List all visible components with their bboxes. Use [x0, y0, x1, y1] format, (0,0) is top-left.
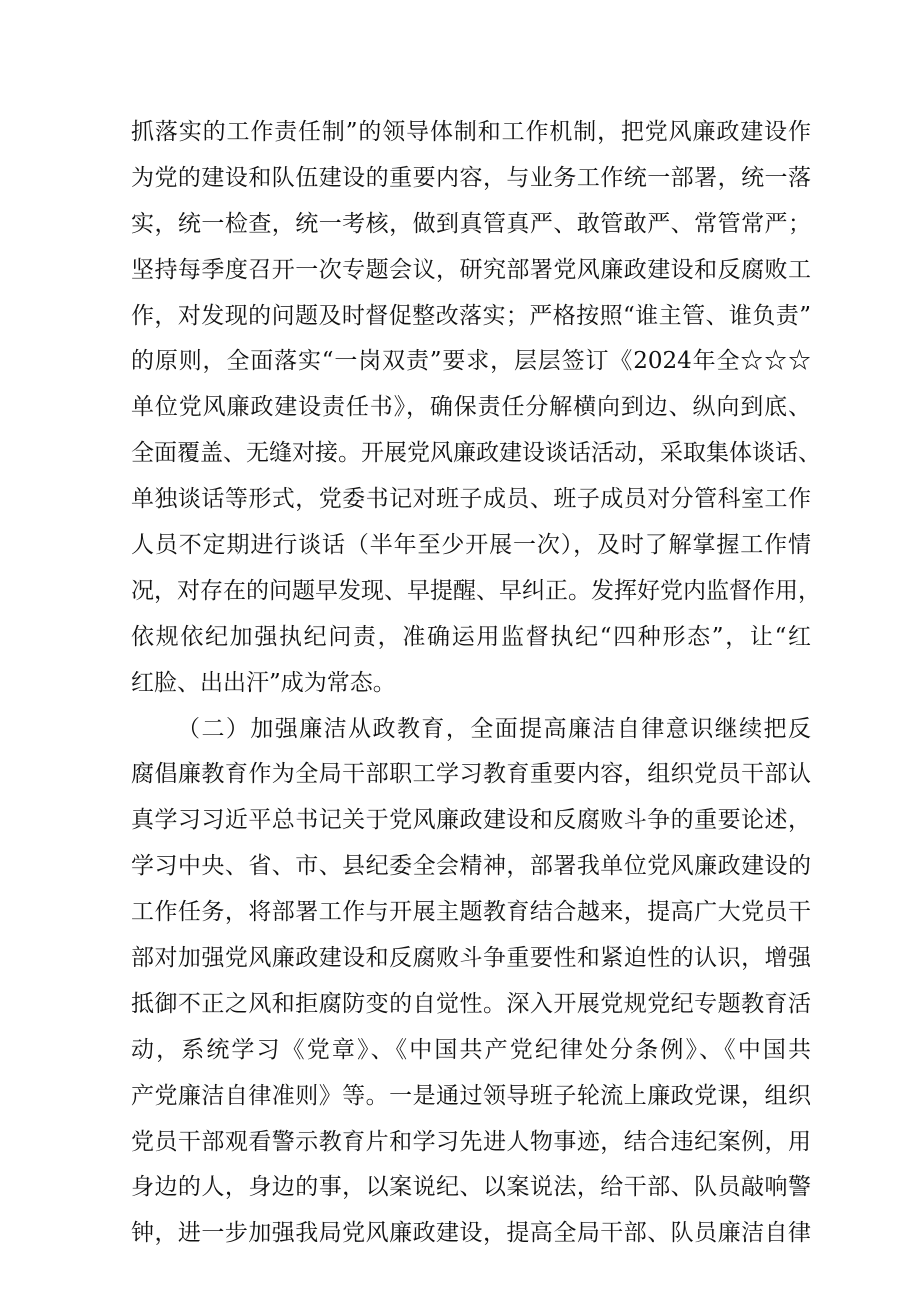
text-line: 学习中央、省、市、县纪委全会精神，部署我单位党风廉政建设的 — [131, 853, 811, 880]
text-line: 身边的人，身边的事，以案说纪、以案说法，给干部、队员敲响警 — [131, 1174, 811, 1201]
text-line: 作，对发现的问题及时督促整改落实；严格按照“谁主管、谁负责” — [131, 302, 811, 329]
paragraph-1 — [131, 110, 821, 707]
document-body — [131, 110, 821, 1257]
text-line: 钟，进一步加强我局党风廉政建设，提高全局干部、队员廉洁自律 — [131, 1220, 811, 1247]
text-line: 真学习习近平总书记关于党风廉政建设和反腐败斗争的重要论述， — [131, 807, 811, 834]
text-line: 党员干部观看警示教育片和学习先进人物事迹，结合违纪案例，用 — [131, 1128, 811, 1155]
text-line: 坚持每季度召开一次专题会议，研究部署党风廉政建设和反腐败工 — [131, 256, 811, 283]
text-line: 抵御不正之风和拒腐防变的自觉性。深入开展党规党纪专题教育活 — [131, 990, 811, 1017]
text-line: 工作任务，将部署工作与开展主题教育结合越来，提高广大党员干 — [131, 899, 811, 926]
text-line: 为党的建设和队伍建设的重要内容，与业务工作统一部署，统一落 — [131, 164, 811, 191]
text-line: 产党廉洁自律准则》等。一是通过领导班子轮流上廉政党课，组织 — [131, 1082, 811, 1109]
paragraph-2 — [131, 707, 811, 1258]
text-line: 全面覆盖、无缝对接。开展党风廉政建设谈话活动，采取集体谈话、 — [131, 440, 821, 467]
text-line: 腐倡廉教育作为全局干部职工学习教育重要内容，组织党员干部认 — [131, 761, 811, 788]
section-heading-line: （二）加强廉洁从政教育，全面提高廉洁自律意识继续把反 — [177, 715, 811, 742]
text-line: 单位党风廉政建设责任书》，确保责任分解横向到边、纵向到底、 — [131, 394, 811, 421]
text-line: 的原则，全面落实“一岗双责”要求，层层签订《2024年全☆☆☆ — [131, 348, 811, 375]
text-line: 实，统一检查，统一考核，做到真管真严、敢管敢严、常管常严； — [131, 210, 811, 237]
text-line: 动，系统学习《党章》、《中国共产党纪律处分条例》、《中国共 — [131, 1036, 811, 1063]
text-line: 红脸、出出汗”成为常态。 — [131, 669, 396, 696]
text-line: 依规依纪加强执纪问责，准确运用监督执纪“四种形态”，让“红 — [131, 623, 811, 650]
text-line: 况，对存在的问题早发现、早提醒、早纠正。发挥好党内监督作用， — [131, 577, 821, 604]
text-line: 单独谈话等形式，党委书记对班子成员、班子成员对分管科室工作 — [131, 486, 811, 513]
text-line: 部对加强党风廉政建设和反腐败斗争重要性和紧迫性的认识，增强 — [131, 945, 811, 972]
text-line: 人员不定期进行谈话（半年至少开展一次），及时了解掌握工作情 — [131, 532, 811, 559]
text-line: 抓落实的工作责任制”的领导体制和工作机制，把党风廉政建设作 — [131, 119, 811, 145]
